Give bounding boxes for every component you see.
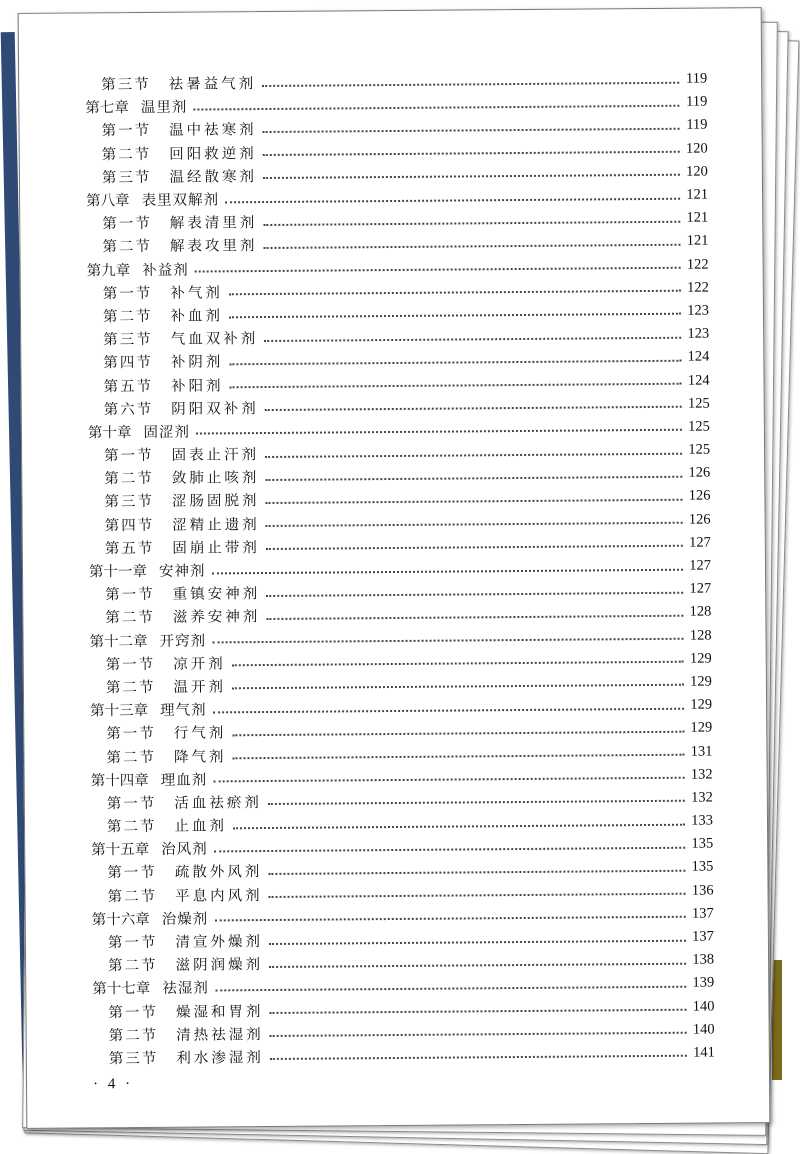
toc-page-number: 126 (688, 464, 711, 481)
toc-entry-label (107, 814, 227, 836)
toc-entry-title: 重镇安神剂 (172, 586, 261, 603)
dot-leader (212, 638, 684, 644)
toc-page-number: 119 (685, 70, 708, 87)
toc-entry-title: 平息内风剂 (175, 887, 263, 905)
toc-entry-number: 第八章 (86, 193, 130, 210)
toc-entry-label (85, 96, 187, 118)
toc-entry-label (102, 165, 257, 187)
toc-page-number: 124 (687, 348, 710, 366)
dot-leader (229, 290, 681, 296)
toc-entry-number: 第二节 (108, 1027, 159, 1045)
book-edge-accent (772, 960, 782, 1080)
dot-leader (214, 847, 686, 853)
toc-entry-number: 第一节 (105, 656, 156, 674)
toc-entry-label (108, 930, 263, 952)
toc-entry-label (103, 351, 223, 373)
toc-entry-title: 解表攻里剂 (169, 238, 258, 256)
toc-entry-number: 第二节 (101, 146, 152, 163)
dot-leader (269, 893, 686, 898)
toc-entry-number: 第一节 (105, 587, 155, 604)
toc-page-number: 122 (686, 279, 709, 296)
toc-entry-number: 第二节 (102, 239, 153, 256)
toc-entry-title: 温经散寒剂 (169, 168, 257, 186)
toc-entry-title: 治风剂 (161, 841, 208, 859)
dot-leader (268, 800, 685, 805)
toc-page-number: 123 (687, 302, 710, 319)
dot-leader (265, 476, 682, 481)
toc-entry-number: 第一节 (107, 934, 158, 952)
toc-page-number: 128 (689, 603, 712, 621)
toc-entry-title: 安神剂 (158, 563, 206, 580)
toc-page-number: 121 (686, 232, 709, 250)
toc-page-number: 135 (691, 858, 714, 876)
dot-leader (193, 105, 679, 111)
toc-entry-title: 清宣外燥剂 (175, 934, 263, 951)
toc-entry-label (90, 699, 207, 721)
toc-entry-title: 补血剂 (170, 308, 224, 325)
dot-leader (214, 916, 686, 922)
toc-entry-title: 表里双解剂 (141, 192, 220, 210)
dot-leader (263, 244, 680, 249)
toc-entry-number: 第六节 (103, 401, 154, 418)
toc-entry-label (102, 234, 257, 256)
toc-entry-number: 第一节 (106, 795, 157, 813)
dot-leader (265, 499, 682, 504)
table-of-contents (85, 68, 715, 1070)
toc-entry-title: 滋养安神剂 (172, 609, 261, 627)
toc-entry-number: 第三节 (101, 169, 152, 187)
dot-leader (264, 336, 681, 341)
toc-entry-title: 开窍剂 (159, 633, 207, 650)
toc-entry-number: 第一节 (102, 216, 152, 233)
dot-leader (196, 429, 682, 435)
toc-entry-title: 活血祛瘀剂 (174, 794, 262, 812)
dot-leader (215, 986, 687, 992)
toc-entry-label (102, 142, 257, 164)
dot-leader (233, 823, 685, 829)
toc-entry-title: 补益剂 (142, 262, 189, 279)
toc-entry-title: 治燥剂 (161, 911, 209, 928)
toc-entry-number: 第四节 (104, 517, 155, 534)
toc-page-number: 125 (688, 441, 711, 458)
dot-leader (263, 151, 680, 156)
toc-entry-title: 行气剂 (173, 725, 227, 743)
toc-entry-number: 第二节 (105, 610, 155, 627)
dot-leader (232, 684, 684, 690)
toc-page-number: 132 (690, 766, 713, 783)
toc-entry-number: 第十六章 (91, 911, 150, 929)
toc-entry-number: 第四节 (103, 355, 153, 372)
toc-entry-number: 第五节 (103, 378, 154, 395)
toc-entry-label (106, 745, 226, 767)
dot-leader (265, 406, 682, 411)
toc-entry-number: 第七章 (85, 100, 129, 117)
toc-page-number: 126 (688, 511, 711, 528)
dot-leader (232, 754, 684, 760)
toc-page-number: 138 (692, 951, 715, 968)
toc-entry-title: 回阳救逆剂 (169, 145, 257, 163)
toc-page-number: 129 (689, 650, 712, 667)
toc-entry-title: 敛肺止咳剂 (171, 470, 260, 488)
toc-entry-label (106, 722, 226, 744)
toc-entry-title: 涩精止遗剂 (172, 516, 260, 534)
toc-entry-label (102, 211, 257, 233)
toc-entry-number: 第五节 (104, 540, 155, 558)
toc-entry-label (108, 1000, 263, 1022)
dot-leader (268, 870, 685, 875)
toc-page-number: 128 (689, 627, 712, 644)
toc-entry-number: 第十三章 (90, 703, 149, 720)
toc-entry-number: 第三节 (101, 76, 151, 94)
toc-entry-label (107, 861, 262, 883)
toc-entry-number: 第一节 (108, 1004, 159, 1021)
dot-leader (232, 661, 684, 667)
toc-page-number: 140 (692, 998, 715, 1015)
toc-entry-label (103, 374, 223, 396)
toc-page-number: 135 (691, 835, 714, 852)
toc-page-number: 136 (691, 882, 714, 899)
toc-page-number: 131 (690, 743, 713, 760)
dot-leader (195, 267, 681, 273)
toc-entry-number: 第九章 (86, 262, 131, 279)
toc-entry-title: 固表止汗剂 (171, 447, 260, 464)
toc-entry-label (101, 119, 256, 141)
dot-leader (269, 1009, 686, 1014)
toc-entry-number: 第二节 (106, 818, 157, 836)
toc-entry-title: 解表清里剂 (169, 215, 258, 232)
toc-entry-label (108, 953, 263, 975)
toc-page-number: 129 (690, 719, 713, 737)
toc-entry-number: 第三节 (108, 1050, 159, 1068)
toc-entry-title: 气血双补剂 (170, 331, 259, 348)
dot-leader (213, 777, 685, 783)
document-page (18, 7, 771, 1129)
toc-entry-title: 补气剂 (170, 285, 223, 302)
dot-leader (270, 1032, 687, 1037)
toc-entry-label (103, 281, 223, 303)
toc-entry-label (105, 536, 260, 558)
toc-page-number: 119 (686, 116, 708, 134)
dot-leader (229, 360, 681, 366)
toc-entry-label (105, 513, 260, 535)
toc-page-number: 132 (690, 789, 713, 806)
toc-entry-label (92, 907, 209, 929)
toc-entry-label (92, 977, 209, 999)
toc-entry-number: 第一节 (101, 123, 152, 140)
toc-entry-label (103, 327, 258, 349)
toc-page-number: 120 (686, 163, 708, 180)
toc-page-number: 123 (687, 325, 710, 342)
toc-entry-title: 止血剂 (174, 818, 228, 835)
toc-entry-label (101, 72, 256, 94)
toc-entry-title: 补阴剂 (170, 354, 224, 372)
toc-entry-title: 利水渗湿剂 (176, 1050, 264, 1067)
toc-entry-title: 理血剂 (160, 772, 208, 789)
toc-entry-label (103, 304, 223, 326)
toc-entry-number: 第三节 (103, 332, 153, 349)
toc-entry-label (109, 1023, 264, 1045)
toc-entry-number: 第一节 (102, 285, 153, 303)
toc-entry-label (105, 582, 260, 604)
toc-entry-number: 第三节 (104, 494, 155, 511)
dot-leader (263, 220, 680, 225)
toc-page-number: 121 (686, 209, 709, 226)
toc-entry-label (106, 675, 226, 697)
toc-entry-title: 阴阳双补剂 (171, 400, 259, 418)
toc-entry-number: 第一节 (107, 865, 157, 882)
toc-entry-label (105, 605, 260, 627)
toc-page-number: 124 (687, 372, 710, 389)
toc-page-number: 137 (691, 905, 714, 922)
toc-page-number: 125 (687, 395, 710, 412)
dot-leader (265, 452, 682, 457)
dot-leader (263, 174, 680, 179)
toc-entry-number: 第二节 (106, 749, 157, 766)
toc-page-number: 119 (686, 93, 708, 110)
dot-leader (266, 545, 683, 550)
toc-page-number: 133 (691, 812, 714, 829)
toc-entry-label (107, 791, 262, 813)
toc-entry-title: 理气剂 (160, 702, 207, 719)
toc-entry-title: 祛暑益气剂 (168, 76, 257, 93)
toc-entry-title: 温开剂 (173, 679, 226, 696)
dot-leader (225, 197, 680, 203)
dot-leader (212, 568, 684, 574)
toc-entry-number: 第十七章 (92, 981, 151, 998)
dot-leader (266, 591, 683, 596)
dot-leader (232, 731, 684, 737)
toc-entry-title: 温里剂 (140, 99, 188, 117)
toc-page-number: 141 (693, 1044, 715, 1061)
toc-page-number: 121 (686, 186, 709, 203)
dot-leader (266, 615, 683, 620)
toc-entry-title: 滋阴润燥剂 (175, 957, 264, 974)
toc-entry-title: 固涩剂 (143, 424, 190, 441)
toc-entry-number: 第二节 (105, 679, 156, 697)
toc-entry-label (87, 258, 189, 280)
toc-page-number: 120 (685, 140, 708, 157)
toc-entry-number: 第十四章 (90, 772, 149, 790)
toc-entry-number: 第二节 (104, 471, 154, 488)
toc-entry-title: 降气剂 (173, 748, 227, 766)
toc-page-number: 127 (689, 580, 712, 597)
dot-leader (263, 128, 680, 133)
toc-entry-title: 清热祛湿剂 (176, 1026, 264, 1044)
toc-entry-title: 涩肠固脱剂 (171, 493, 260, 511)
dot-leader (269, 939, 686, 944)
toc-entry-label (89, 629, 206, 651)
toc-page-number: 129 (690, 673, 712, 690)
toc-entry-title: 凉开剂 (173, 656, 226, 673)
page-folio: · 4 · (92, 1076, 134, 1093)
toc-page-number: 140 (692, 1021, 715, 1038)
toc-section-entry (93, 1041, 715, 1069)
toc-entry-number: 第一节 (106, 726, 156, 743)
toc-entry-label (107, 884, 262, 906)
toc-page-number: 129 (690, 696, 713, 713)
toc-entry-number: 第十章 (87, 424, 132, 442)
toc-entry-label (91, 838, 208, 860)
toc-entry-number: 第十五章 (91, 842, 150, 859)
dot-leader (230, 383, 682, 389)
toc-entry-label (104, 490, 259, 512)
toc-entry-title: 温中祛寒剂 (168, 122, 257, 140)
toc-entry-label (104, 443, 259, 465)
toc-entry-number: 第二节 (108, 958, 158, 975)
toc-entry-title: 燥湿和胃剂 (175, 1003, 264, 1021)
toc-page-number: 125 (688, 418, 710, 435)
toc-entry-title: 祛湿剂 (162, 980, 209, 998)
toc-entry-number: 第十二章 (89, 633, 148, 650)
dot-leader (213, 707, 685, 713)
toc-page-number: 127 (689, 557, 712, 574)
toc-entry-title: 疏散外风剂 (174, 864, 263, 882)
toc-entry-label (88, 421, 190, 443)
toc-page-number: 126 (688, 487, 711, 505)
toc-entry-number: 第二节 (107, 888, 158, 905)
dot-leader (266, 522, 683, 527)
toc-entry-label (86, 188, 219, 210)
toc-entry-number: 第二节 (102, 308, 153, 326)
dot-leader (270, 1055, 687, 1060)
toc-page-number: 137 (692, 928, 714, 945)
toc-page-number: 122 (686, 256, 709, 273)
toc-entry-title: 固崩止带剂 (172, 539, 260, 557)
toc-entry-label (106, 652, 226, 674)
toc-entry-label (89, 560, 206, 582)
toc-page-number: 139 (692, 974, 715, 992)
toc-entry-number: 第十一章 (88, 563, 148, 581)
toc-entry-label (104, 466, 259, 488)
toc-entry-number: 第一节 (104, 447, 154, 465)
dot-leader (229, 313, 681, 319)
toc-entry-label (91, 768, 208, 790)
dot-leader (262, 81, 679, 86)
toc-entry-title: 补阳剂 (171, 377, 224, 395)
toc-entry-label (104, 397, 259, 419)
toc-entry-label (109, 1046, 264, 1068)
dot-leader (269, 962, 686, 967)
toc-page-number: 127 (688, 534, 711, 551)
